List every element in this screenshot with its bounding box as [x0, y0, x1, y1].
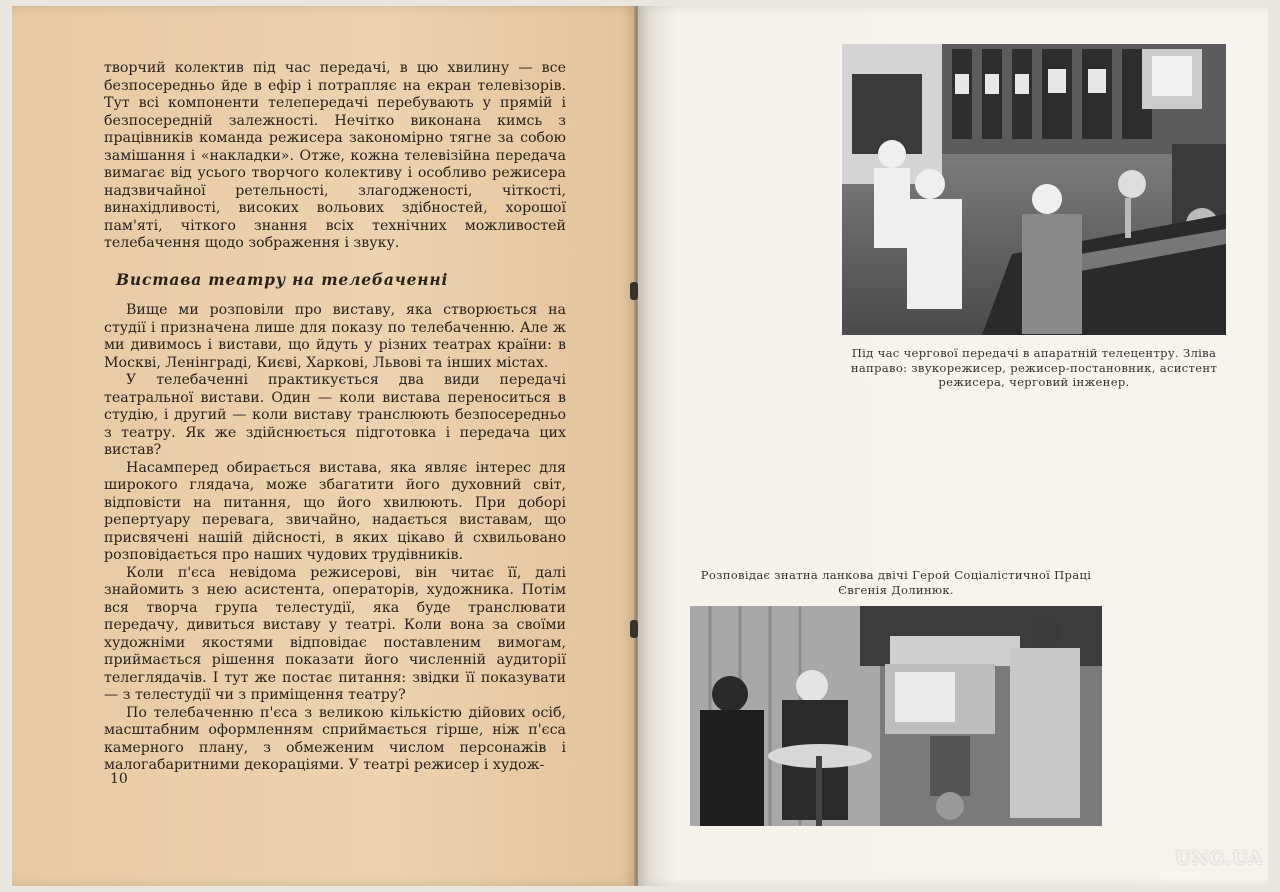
body-text-top	[104, 60, 566, 253]
paragraph: творчий колектив під час передачі, в цю хвилину — все безпосередньо йде в ефір і потрапляє на екран телевізорів. Тут всі компоненти телепередачі перебувають у прямій і безпосередній залежності. Нечітко виконана кимсь з працівників команда режисера закономірно тягне за собою замішання і «накладки». Отже, кожна телевізійна передача вимагає від усього творчого колективу і особливо режисера надзвичайної ретельності, злагодженості, чіткості, винахідливості, високих вольових здібностей, хорошої пам'яті, чіткого знання всіх технічних можливостей телебачення щодо зображення і звуку.	[104, 60, 566, 251]
paragraph: У телебаченні практикується два види передачі театральної вистави. Один — коли вистава переноситься в студію, і другий — коли виставу транслюють безпосередньо з театру. Як же здійснюється підготовка і передача цих вистав?	[104, 372, 566, 458]
section-heading: Вистава театру на телебаченні	[116, 270, 449, 289]
watermark-text: UNG.UA	[1175, 848, 1264, 869]
page-number: 10	[110, 771, 128, 787]
paragraph: Коли п'єса невідома режисерові, він читає її, далі знайомить з нею асистента, операторів, художника. Потім вся творча група телестудії, яка буде транслювати передачу, дивиться виставу у театрі. Коли вона за своїми художніми якостями відповідає поставленим вимогам, приймається рішення показати його численній аудиторії телеглядачів. І тут же постає питання: звідки її показувати — з телестудії чи з приміщення театру?	[104, 564, 566, 703]
paragraph: Вище ми розповіли про виставу, яка створюється на студії і призначена лише для показу по телебаченню. Але ж ми дивимось і вистави, що йдуть у різних театрах країни: в Москві, Ленінграді, Києві, Харкові, Львові та інших містах.	[104, 302, 566, 371]
studio-photo	[690, 606, 1102, 826]
studio-illustration	[690, 606, 1102, 826]
studio-caption: Розповідає знатна ланкова двічі Герой Соціалістичної Праці Євгенія Долинюк.	[700, 568, 1092, 597]
paragraph: По телебаченню п'єса з великою кількістю дійових осіб, масштабним оформленням сприймається гірше, ніж п'єса камерного плану, з обмеженим числом персонажів і малогабаритними декораціями. У театрі режисер і худож-	[104, 704, 566, 773]
control-room-photo	[842, 44, 1226, 335]
staple-bottom	[630, 620, 638, 638]
body-text-bottom	[104, 302, 566, 775]
paragraph: Насамперед обирається вистава, яка являє інтерес для широкого глядача, може збагатити його духовний світ, відповісти на питання, що його хвилюють. При доборі репертуару перевага, звичайно, надається виставам, що присвячені нашій дійсності, в яких цікаво й схвильовано розповідається про наших чудових трудівників.	[104, 459, 566, 563]
control-room-caption: Під час чергової передачі в апаратній телецентру. Зліва направо: звукорежисер, режисер-постановник, асистент режисера, черговий інженер.	[850, 346, 1218, 389]
staple-top	[630, 282, 638, 300]
control-room-illustration	[842, 44, 1226, 335]
